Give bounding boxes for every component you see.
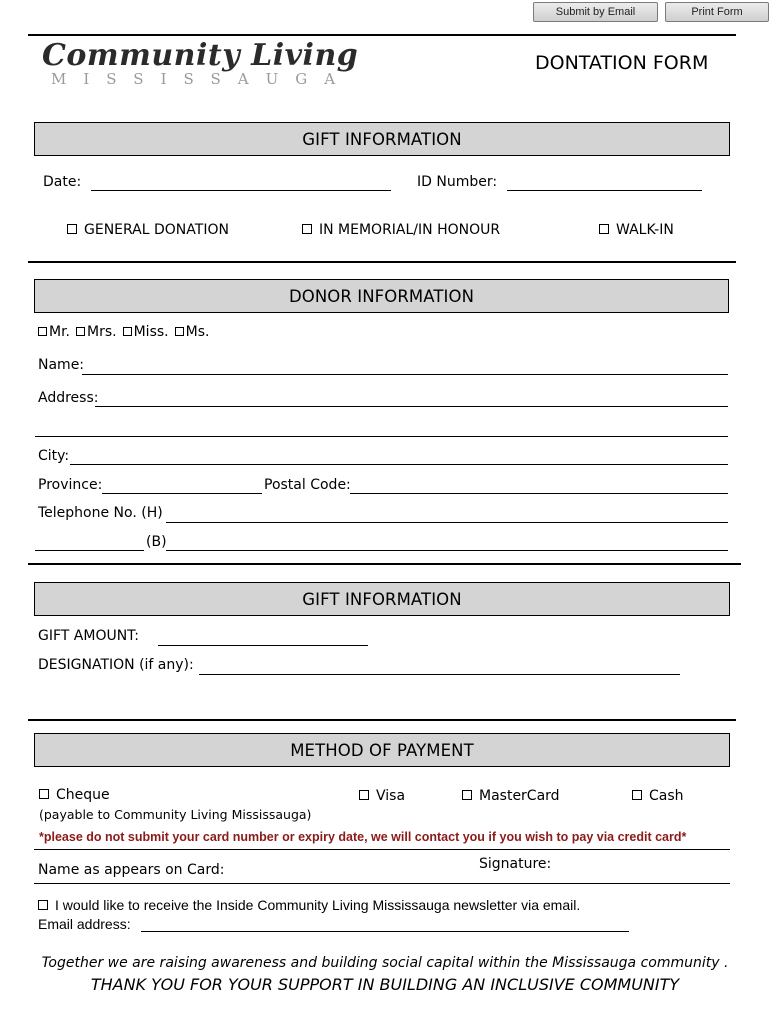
- city-field[interactable]: [70, 464, 728, 465]
- general-donation-checkbox[interactable]: [67, 224, 77, 234]
- option-visa: Visa: [359, 788, 405, 804]
- cheque-checkbox[interactable]: [39, 789, 49, 799]
- option-cheque: Cheque: [39, 787, 110, 803]
- designation-field[interactable]: [199, 674, 680, 675]
- divider: [28, 719, 736, 721]
- divider: [28, 261, 736, 263]
- province-label: Province:: [38, 477, 103, 493]
- mastercard-checkbox[interactable]: [462, 790, 472, 800]
- telephone-business-field[interactable]: [166, 550, 728, 551]
- signature-label: Signature:: [479, 856, 552, 872]
- footer-tagline: Together we are raising awareness and building social capital within the Mississauga community .: [41, 955, 729, 971]
- header-divider: [28, 34, 736, 36]
- option-cash: Cash: [632, 788, 684, 804]
- telephone-home-field[interactable]: [166, 522, 728, 523]
- option-general-donation: GENERAL DONATION: [67, 222, 229, 238]
- footer-thank-you: THANK YOU FOR YOUR SUPPORT IN BUILDING AN INCLUSIVE COMMUNITY: [90, 975, 680, 994]
- in-memorial-checkbox[interactable]: [302, 224, 312, 234]
- email-label: Email address:: [38, 916, 131, 932]
- city-label: City:: [38, 448, 70, 464]
- option-in-memorial: IN MEMORIAL/IN HONOUR: [302, 222, 500, 238]
- ms-checkbox[interactable]: [175, 327, 184, 336]
- mr-checkbox[interactable]: [38, 327, 47, 336]
- postal-code-label: Postal Code:: [264, 477, 351, 493]
- designation-label: DESIGNATION (if any):: [38, 657, 194, 673]
- logo-sub: MISSISSAUGA: [51, 70, 353, 88]
- address-field[interactable]: [95, 406, 728, 407]
- section-method-of-payment: METHOD OF PAYMENT: [34, 733, 730, 767]
- id-number-field[interactable]: [507, 190, 702, 191]
- cheque-note: (payable to Community Living Mississauga): [39, 807, 312, 822]
- telephone-business-label: (B): [146, 534, 167, 550]
- divider: [28, 563, 741, 565]
- id-number-label: ID Number:: [417, 174, 498, 190]
- submit-by-email-button[interactable]: Submit by Email: [533, 2, 658, 22]
- card-name-label: Name as appears on Card:: [38, 862, 225, 878]
- telephone-home-label: Telephone No. (H): [38, 505, 163, 521]
- visa-checkbox[interactable]: [359, 790, 369, 800]
- option-walk-in: WALK-IN: [599, 222, 674, 238]
- newsletter-option: I would like to receive the Inside Community Living Mississauga newsletter via email.: [38, 897, 580, 913]
- salutation-row: Mr. Mrs. Miss. Ms.: [38, 324, 209, 340]
- province-field[interactable]: [102, 493, 262, 494]
- date-label: Date:: [43, 174, 82, 190]
- section-donor-information: DONOR INFORMATION: [34, 279, 729, 313]
- address-label: Address:: [38, 390, 99, 406]
- print-form-button[interactable]: Print Form: [665, 2, 769, 22]
- postal-code-field[interactable]: [350, 493, 728, 494]
- newsletter-checkbox[interactable]: [38, 900, 48, 910]
- divider-thin: [34, 849, 730, 850]
- telephone-line-left: [35, 550, 144, 551]
- walk-in-checkbox[interactable]: [599, 224, 609, 234]
- mrs-checkbox[interactable]: [76, 327, 85, 336]
- name-field[interactable]: [82, 374, 728, 375]
- email-field[interactable]: [141, 931, 629, 932]
- section-gift-information-2: GIFT INFORMATION: [34, 582, 730, 616]
- cash-checkbox[interactable]: [632, 790, 642, 800]
- logo-main: Community Living: [42, 38, 359, 73]
- form-title: DONTATION FORM: [535, 52, 709, 74]
- gift-amount-field[interactable]: [158, 645, 368, 646]
- name-label: Name:: [38, 357, 85, 373]
- credit-card-notice: *please do not submit your card number or expiry date, we will contact you if you wish to pay via credit card*: [39, 830, 687, 844]
- miss-checkbox[interactable]: [123, 327, 132, 336]
- gift-amount-label: GIFT AMOUNT:: [38, 628, 139, 644]
- card-name-signature-field[interactable]: [34, 883, 730, 884]
- date-field[interactable]: [91, 190, 391, 191]
- address-field-2[interactable]: [35, 436, 728, 437]
- option-mastercard: MasterCard: [462, 788, 560, 804]
- section-gift-information: GIFT INFORMATION: [34, 122, 730, 156]
